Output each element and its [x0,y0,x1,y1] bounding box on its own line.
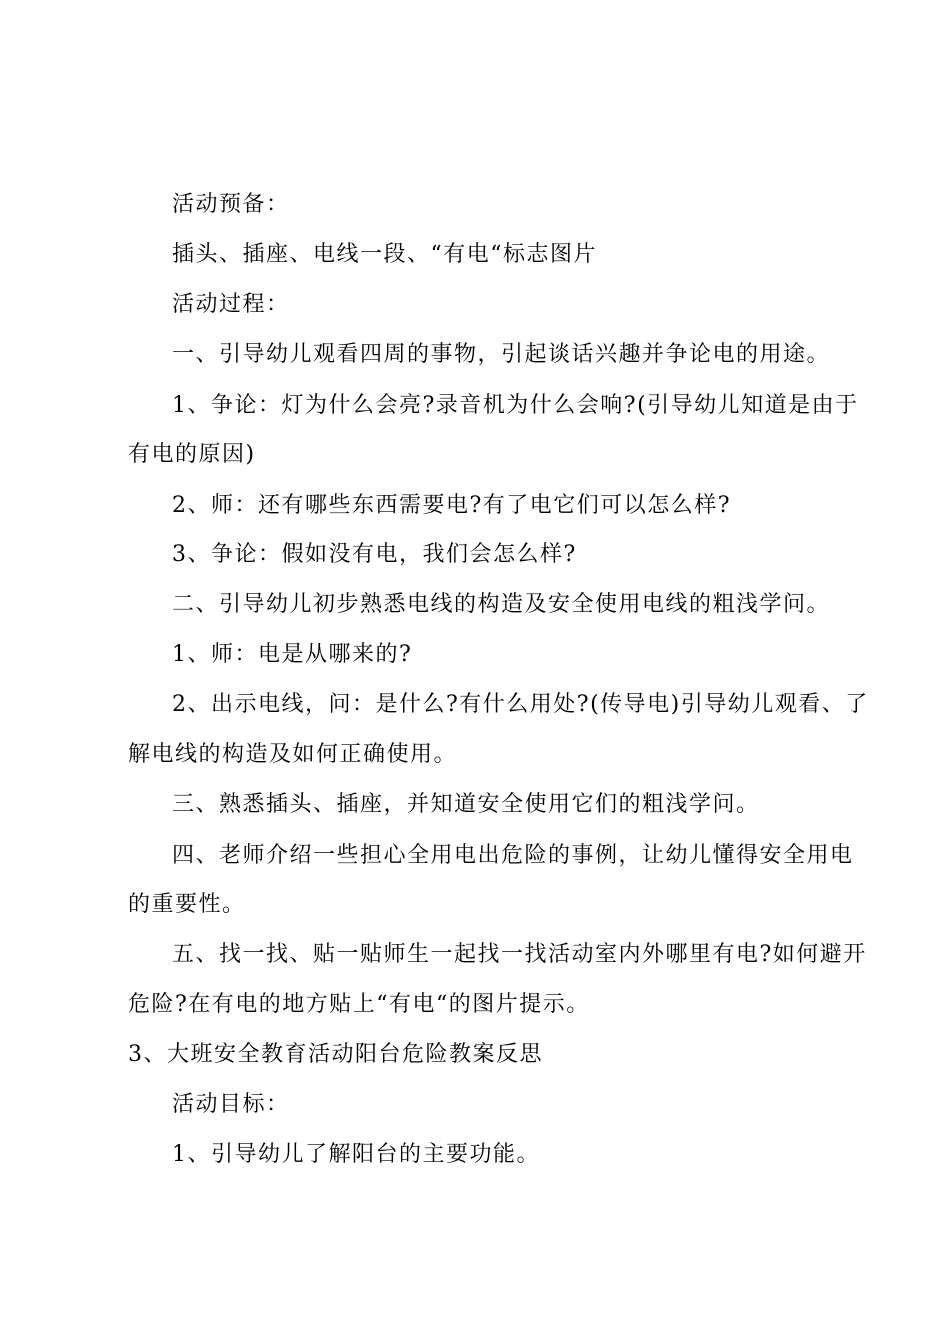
step-two-title: 二、引导幼儿初步熟悉电线的构造及安全使用电线的粗浅学问。 [172,592,831,617]
step-one-item-3: 3、争论：假如没有电，我们会怎么样? [172,542,577,567]
materials-list: 插头、插座、电线一段、“有电“标志图片 [172,242,597,267]
step-one-item-1-continued: 有电的原因) [128,442,256,467]
step-two-item-2-continued: 解电线的构造及如何正确使用。 [128,742,458,767]
heading-process: 活动过程： [172,292,290,317]
step-two-item-2: 2、出示电线，问：是什么?有什么用处?(传导电)引导幼儿观看、了 [172,692,869,717]
step-two-item-1: 1、师：电是从哪来的? [172,642,413,667]
step-three-title: 三、熟悉插头、插座，并知道安全使用它们的粗浅学问。 [172,792,760,817]
objective-1: 1、引导幼儿了解阳台的主要功能。 [172,1142,540,1167]
step-one-item-2: 2、师：还有哪些东西需要电?有了电它们可以怎么样? [172,493,732,518]
section-3-title: 3、大班安全教育活动阳台危险教案反思 [128,1042,543,1067]
heading-objectives: 活动目标： [172,1092,290,1117]
step-five-continued: 危险?在有电的地方贴上“有电“的图片提示。 [128,992,590,1017]
step-five-title: 五、找一找、贴一贴师生一起找一找活动室内外哪里有电?如何避开 [172,942,867,967]
heading-preparation: 活动预备： [172,192,290,217]
step-one-title: 一、引导幼儿观看四周的事物，引起谈话兴趣并争论电的用途。 [172,342,831,367]
step-four-title: 四、老师介绍一些担心全用电出危险的事例，让幼儿懂得安全用电 [172,843,854,868]
step-four-continued: 的重要性。 [128,892,246,917]
step-one-item-1: 1、争论：灯为什么会亮?录音机为什么会响?(引导幼儿知道是由于 [172,393,859,418]
